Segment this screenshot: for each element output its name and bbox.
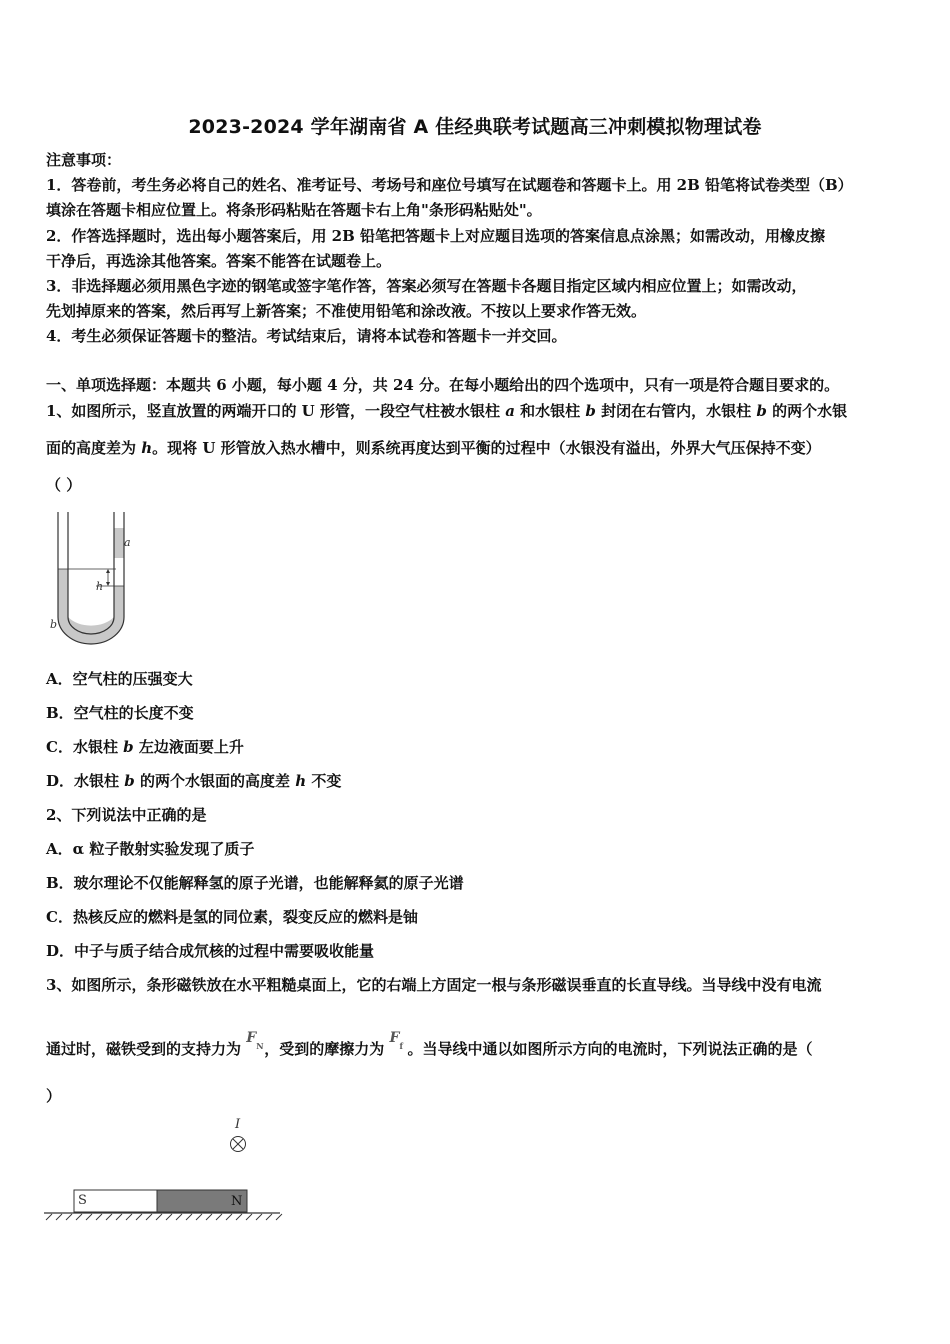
q2-option-d: D．中子与质子结合成氘核的过程中需要吸收能量 — [46, 942, 375, 960]
q2-option-a: A．α 粒子散射实验发现了质子 — [46, 840, 255, 858]
q1-stem-line-2: 面的高度差为 h。现将 U 形管放入热水槽中，则系统再度达到平衡的过程中（水银没有溢出，外界大气压保持不变） — [46, 439, 821, 457]
magnet-figure — [44, 1118, 284, 1224]
q1-option-c: C．水银柱 b 左边液面要上升 — [46, 738, 244, 756]
q2-option-b: B．玻尔理论不仅能解释氢的原子光谱，也能解释氦的原子光谱 — [46, 874, 464, 892]
label-a: a — [124, 536, 131, 549]
q1-stem-line-1: 1、如图所示，竖直放置的两端开口的 U 形管，一段空气柱被水银柱 a 和水银柱 b 封闭在右管内，水银柱 b 的两个水银 — [46, 402, 848, 420]
label-current: I — [235, 1117, 241, 1132]
q3-stem-line-3: ） — [46, 1087, 62, 1105]
section-1-heading: 一、单项选择题：本题共 6 小题，每小题 4 分，共 24 分。在每小题给出的四个选项中，只有一项是符合题目要求的。 — [46, 376, 840, 394]
label-north-pole: N — [231, 1194, 243, 1209]
fn-symbol: F N — [246, 1030, 264, 1051]
q2-stem: 2、下列说法中正确的是 — [46, 806, 207, 824]
table-hatching — [46, 1214, 282, 1220]
note-3-line-2: 先划掉原来的答案，然后再写上新答案；不准使用铅笔和涂改液。不按以上要求作答无效。 — [46, 302, 647, 320]
exam-title: 2023-2024 学年湖南省 A 佳经典联考试题高三冲刺模拟物理试卷 — [188, 116, 762, 138]
note-2-line-2: 干净后，再选涂其他答案。答案不能答在试题卷上。 — [46, 252, 392, 270]
label-south-pole: S — [78, 1193, 87, 1208]
note-1-line-1: 1．答卷前，考生务必将自己的姓名、准考证号、考场号和座位号填写在试题卷和答题卡上。用 2B 铅笔将试卷类型（B） — [46, 176, 853, 194]
label-b: b — [50, 618, 58, 631]
note-2-line-1: 2．作答选择题时，选出每小题答案后，用 2B 铅笔把答题卡上对应题目选项的答案信息点涂黑；如需改动，用橡皮擦 — [46, 227, 826, 245]
note-1-line-2: 填涂在答题卡相应位置上。将条形码粘贴在答题卡右上角"条形码粘贴处"。 — [46, 201, 542, 219]
q2-option-c: C．热核反应的燃料是氢的同位素，裂变反应的燃料是铀 — [46, 908, 418, 926]
q3-stem-line-1: 3、如图所示，条形磁铁放在水平粗糙桌面上，它的右端上方固定一根与条形磁误垂直的长直导线。当导线中没有电流 — [46, 976, 822, 994]
q1-option-d: D．水银柱 b 的两个水银面的高度差 h 不变 — [46, 772, 342, 790]
ff-symbol: F f — [389, 1030, 403, 1051]
notes-heading: 注意事项： — [46, 151, 122, 169]
q1-option-a: A．空气柱的压强变大 — [46, 670, 193, 688]
note-4: 4．考生必须保证答题卡的整洁。考试结束后，请将本试卷和答题卡一并交回。 — [46, 327, 567, 345]
q1-answer-paren: （ ） — [46, 476, 82, 494]
q1-option-b: B．空气柱的长度不变 — [46, 704, 194, 722]
note-3-line-1: 3．非选择题必须用黑色字迹的钢笔或签字笔作答，答案必须写在答题卡各题目指定区域内相应位置上；如需改动， — [46, 277, 807, 295]
q3-stem-line-2: 通过时，磁铁受到的支持力为 F N ，受到的摩擦力为 F f 。当导线中通以如图所示方向的电流时，下列说法正确的是（ — [46, 1030, 813, 1058]
label-h: h — [96, 580, 104, 593]
